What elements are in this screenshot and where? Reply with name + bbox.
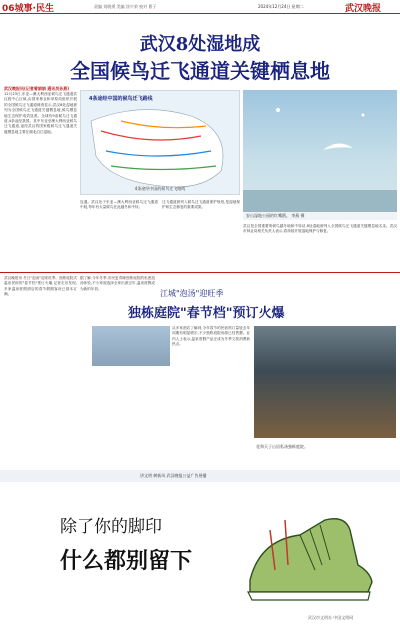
sneaker-icon [230, 510, 380, 606]
bird-photo [243, 90, 397, 220]
article-column: 12月23日,东亚—澳大利西亚候鸟迁飞通道武汉段中心区域,由国家林业和草原局组织开展的全国候鸟迁飞通道调查显示,武汉8处湿地被列为全国候鸟迁飞通道关键栖息地,候鸟栖息地生态保护成效显著。全球有9条候鸟迁飞通道,4条途经我国。其中东亚至澳大利西亚候鸟迁飞通道,途经武汉的国家级候鸟迁飞通道关键栖息地主要在湖北沿江湿地。 [4, 92, 77, 134]
article-column: 武汉晚报讯 冬日"泡汤"迎来旺季。独栋庭院式温泉民宿的"春节档"预订火爆,记者走访发现,多家温泉度假酒店的春节假期客房已基本订满。 [4, 276, 77, 297]
article-column: 从多家酒店了解到,今年春节的民宿预订量较去年同期有明显增长,不少独栋庭院房源已经售罄。业内人士表示,温泉度假产品正成为冬季文旅消费新热点。 [172, 326, 250, 347]
public-service-ad [0, 484, 400, 626]
map-caption: 4条途经中国的候鸟迁飞路线 [134, 186, 186, 191]
ad-footer: 武汉市文明办 中国文明网 [308, 615, 354, 620]
ad-line-2: 什么都别留下 [60, 548, 193, 574]
issue-date: 2024年12月24日 星期二 [258, 4, 304, 9]
map-graphic [81, 91, 241, 196]
section-divider [0, 272, 400, 273]
article-title: 独栋庭院"春节档"预订火爆 [128, 306, 285, 321]
snow-street-photo [92, 326, 170, 366]
bird-photo-caption: 安山湿地公园的红嘴鸥。 李燕 摄 [243, 212, 397, 220]
newspaper-logo: 武汉晚报 [345, 4, 382, 14]
ad-line-1: 除了你的脚印 [60, 517, 162, 537]
map-title: 4条途经中国的候鸟迁飞路线 [89, 96, 153, 102]
article-byline: 武汉晚报讯(记者曾娟娟 通讯员孙燕) [4, 86, 70, 91]
migration-map [80, 90, 240, 195]
article-column: 据了解,今年冬季,市民更青睐独栋庭院的私密泡汤体验,不少家庭选择全家出游过年,温泉度假成为新的年俗。 [80, 276, 155, 291]
article-subtitle: 江城"泡汤"迎旺季 [160, 289, 224, 298]
headline-line-1: 武汉8处湿地成 [139, 34, 261, 55]
article-column: 连通。武汉处于东亚—澳大利西亚候鸟迁飞通道中段,每年有大量候鸟在此越冬和中转。 [80, 200, 158, 210]
section-label: 06城事·民生 [2, 4, 54, 14]
hotspring-photo [254, 326, 396, 449]
article-column: 迁飞通道被列入候鸟迁飞通道保护规划,是湿地保护和生态修复的重要成果。 [162, 200, 240, 210]
seagull-image [243, 90, 397, 220]
headline-line-2: 全国候鸟迁飞通道关键栖息地 [70, 59, 330, 83]
page-header [0, 0, 400, 14]
hotspring-caption: 花和天子山居私汤独栋庭院。 [256, 444, 308, 449]
editor-bar-text: 讲文明 树新风 武汉晚报公益广告展播 [140, 473, 207, 478]
article-column: 武汉是全国重要的候鸟越冬地和中转站,8处湿地被列入全国候鸟迁飞通道关键栖息地名录。武汉市林业局相关负责人表示,将持续开展湿地保护与修复。 [243, 224, 397, 234]
editor-credits: 责编 刘晓勇 美编 涂兴荣 校对 曹子 [94, 4, 157, 9]
editor-bar [0, 470, 400, 482]
